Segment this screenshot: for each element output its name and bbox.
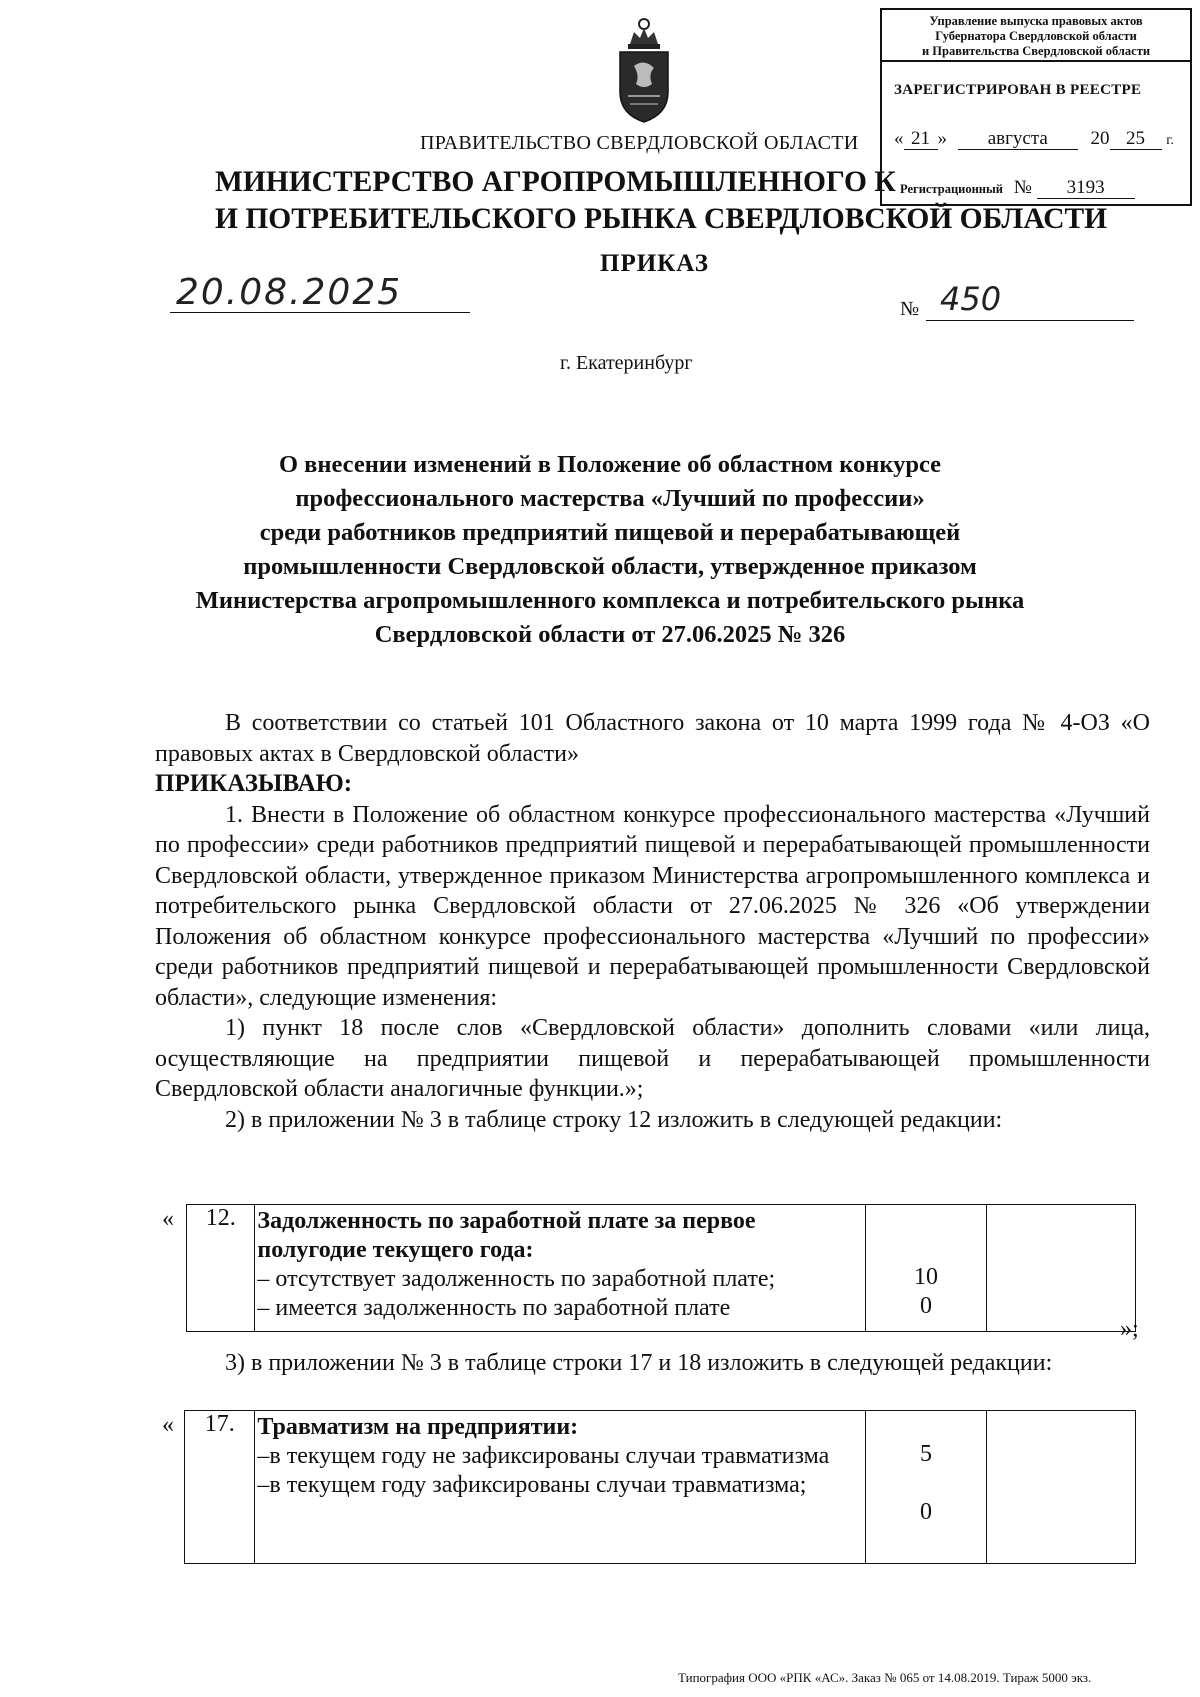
document-title: О внесении изменений в Положение об областном конкурсе профессионального мастерства «Лучший по профессии» среди работников предприятий пищевой и перерабатывающей промышленности Свердловской области, утвержденное приказом Министерства агропромышленного комплекса и потребительского рынка Свердловской области от 27.06.2025 № 326 xyxy=(195,451,1025,648)
preamble: В соответствии со статьей 101 Областного закона от 10 марта 1999 года № 4-ОЗ «О правовых актах в Свердловской области» xyxy=(155,710,1150,767)
doc-type: ПРИКАЗ xyxy=(600,250,709,277)
number-sign: № xyxy=(900,298,920,320)
body-text-2 xyxy=(155,1348,1150,1379)
subitem-2: 2) в приложении № 3 в таблице строку 12 изложить в следующей редакции: xyxy=(225,1106,1003,1133)
subitem-1: 1) пункт 18 после слов «Свердловской области» дополнить словами «или лица, осуществляющие на предприятии пищевой и перерабатывающей промышленности Свердловской области аналогичные функции.»; xyxy=(155,1015,1150,1102)
table17-empty-cell xyxy=(987,1411,1136,1564)
ministry-name: МИНИСТЕРСТВО АГРОПРОМЫШЛЕННОГО К И ПОТРЕБИТЕЛЬСКОГО РЫНКА СВЕРДЛОВСКОЙ ОБЛАСТИ xyxy=(215,166,1108,235)
date-handwritten: 20.08.2025 xyxy=(176,272,403,313)
table17-scores: 5 0 xyxy=(865,1411,986,1564)
table17-num: 17. xyxy=(185,1411,255,1564)
stamp-date: « 21 » августа 20 25 г. xyxy=(894,128,1174,149)
stamp-year: 25 xyxy=(1110,129,1162,150)
table12-empty-cell xyxy=(987,1205,1136,1332)
table12-open-quote: « xyxy=(162,1206,174,1232)
table12-num: 12. xyxy=(187,1205,255,1332)
stamp-registered-label: ЗАРЕГИСТРИРОВАН В РЕЕСТРЕ xyxy=(894,82,1142,98)
table17-open-quote: « xyxy=(162,1412,174,1438)
order-word: ПРИКАЗЫВАЮ: xyxy=(155,770,353,797)
number-underline xyxy=(926,320,1134,321)
stamp-day: 21 xyxy=(904,129,938,150)
table12-scores: 10 0 xyxy=(865,1205,987,1332)
stamp-header: Управление выпуска правовых актов Губернатора Свердловской области и Правительства Свердловской области xyxy=(882,10,1190,62)
table-row-12 xyxy=(186,1204,1136,1332)
table-row-17 xyxy=(184,1410,1136,1564)
table12-close-quote: »; xyxy=(1120,1316,1139,1342)
stamp-month: августа xyxy=(958,129,1078,150)
coat-of-arms-icon xyxy=(614,14,674,124)
government-name: ПРАВИТЕЛЬСТВО СВЕРДЛОВСКОЙ ОБЛАСТИ xyxy=(420,132,859,154)
item-1: 1. Внести в Положение об областном конкурсе профессионального мастерства «Лучший по профессии» среди работников предприятий пищевой и перерабатывающей промышленности Свердловской области, утвержденное приказом Министерства агропромышленного комплекса и потребительского рынка Свердловской области от 27.06.2025 № 326 «Об утверждении Положения об областном конкурсе профессионального мастерства «Лучший по профессии» среди работников предприятий пищевой и перерабатывающей промышленности Свердловской области», следующие изменения: xyxy=(155,801,1150,1011)
body-text xyxy=(155,708,1150,1135)
table12-criteria: Задолженность по заработной плате за первое полугодие текущего года: – отсутствует задолженность по заработной плате; – имеется задолженность по заработной плате xyxy=(255,1205,865,1332)
city: г. Екатеринбург xyxy=(560,352,693,374)
date-underline xyxy=(170,312,470,313)
table17-criteria: Травматизм на предприятии: –в текущем году не зафиксированы случаи травматизма –в текущем году зафиксированы случаи травматизма; xyxy=(255,1411,865,1564)
number-handwritten: 450 xyxy=(940,280,1002,318)
stamp-reg-number: Регистрационный № 3193 xyxy=(900,177,1135,199)
printer-footer: Типография ООО «РПК «АС». Заказ № 065 от 14.08.2019. Тираж 5000 экз. xyxy=(678,1670,1092,1685)
subitem-3: 3) в приложении № 3 в таблице строки 17 и 18 изложить в следующей редакции: xyxy=(225,1350,1053,1376)
